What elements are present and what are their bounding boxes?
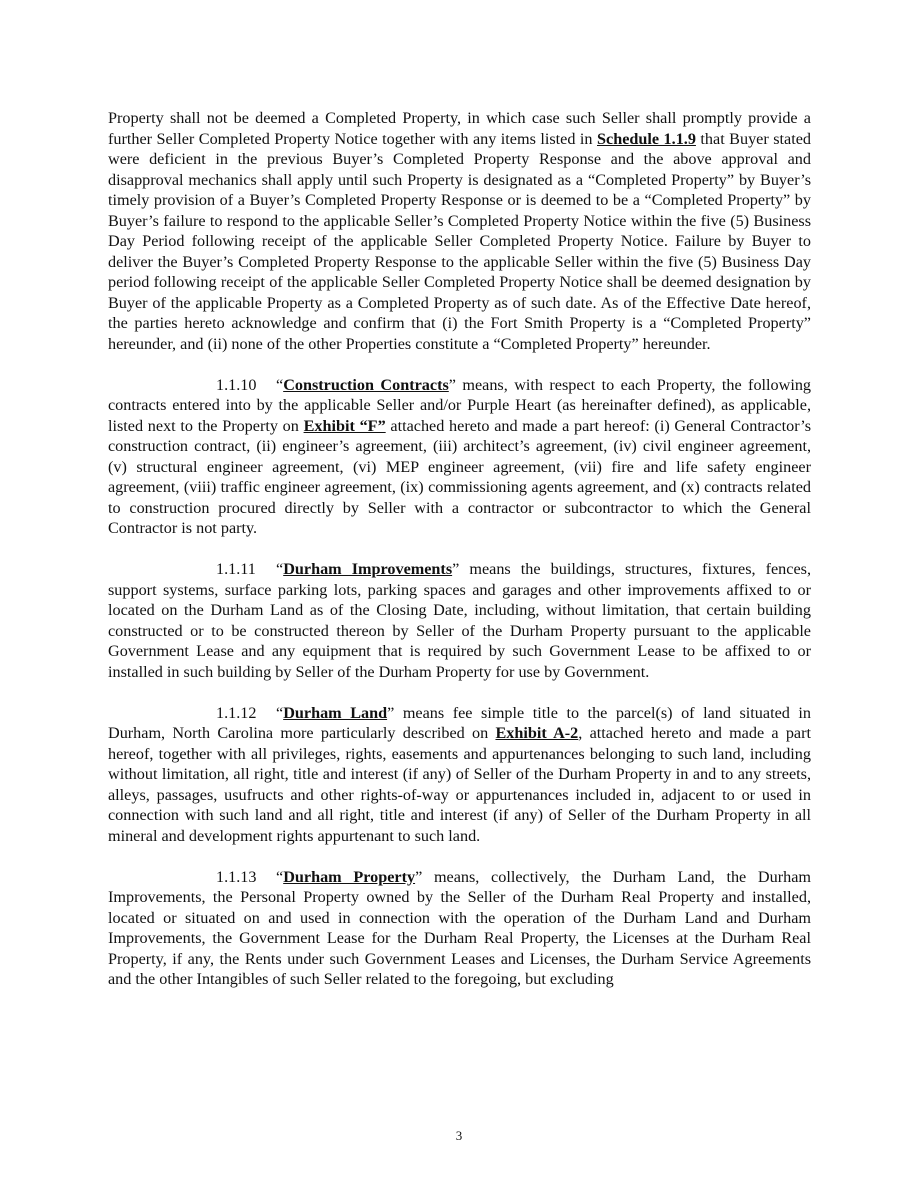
defined-term: Durham Improvements: [283, 560, 453, 578]
section-1-1-12: [108, 703, 811, 847]
definition-text: ” means the buildings, structures, fixtures, fences, support systems, surface parking lots, parking spaces and garages and other improvements affixed to or located on the Durham Land as of the Closing Date, including, without limitation, that certain building constructed or to be constructed thereon by Seller of the Durham Property pursuant to the applicable Government Lease and any equipment that is required by such Government Lease to be affixed to or installed in such building by Seller of the Durham Property for use by Government.: [108, 560, 811, 681]
schedule-reference: Schedule 1.1.9: [597, 129, 696, 148]
section-number: 1.1.10: [216, 375, 257, 394]
document-page: [108, 108, 811, 1010]
section-1-1-13: [108, 867, 811, 990]
exhibit-reference: Exhibit “F”: [303, 416, 386, 435]
paragraph-text: that Buyer stated were deficient in the previous Buyer’s Completed Property Response and the above approval and disapproval mechanics shall apply until such Property is designated as a “Completed Property” by Buyer’s timely provision of a Buyer’s Completed Property Response or is deemed to be a “Completed Property” by Buyer’s failure to respond to the applicable Seller’s Completed Property Notice within the five (5) Business Day Period following receipt of the applicable Seller Completed Property Notice. Failure by Buyer to deliver the Buyer’s Completed Property Response to the applicable Seller within the five (5) Business Day period following receipt of the applicable Seller Completed Property Notice shall be deemed designation by Buyer of the applicable Property as a Completed Property as of such date. As of the Effective Date hereof, the parties hereto acknowledge and confirm that (i) the Fort Smith Property is a “Completed Property” hereunder, and (ii) none of the other Properties constitute a “Completed Property” hereunder.: [108, 129, 811, 353]
defined-term: Durham Land: [283, 703, 388, 722]
section-1-1-11: [108, 559, 811, 682]
open-quote: “: [276, 375, 284, 394]
section-number: 1.1.11: [216, 560, 256, 578]
open-quote: “: [276, 703, 284, 722]
definition-text: , attached hereto and made a part hereof, together with all privileges, rights, easements and appurtenances belonging to such land, including without limitation, all right, title and interest (if any) of Seller of the Durham Property in and to any streets, alleys, passages, usufructs and other rights-of-way or appurtenances included in, adjacent to or used in connection with such land and all right, title and interest (if any) of Seller of the Durham Property in all mineral and development rights appurtenant to such land.: [108, 724, 811, 845]
page-number: 3: [455, 1128, 463, 1143]
section-number: 1.1.12: [216, 703, 257, 722]
definition-text: ” means fee simple title to the parcel(s) of land situated in Durham, North Carolina more particularly described on: [108, 703, 811, 742]
open-quote: “: [276, 867, 284, 886]
paragraph-completed-property-continuation: [108, 108, 811, 354]
defined-term: Construction Contracts: [283, 375, 449, 394]
definition-text: ” means, collectively, the Durham Land, the Durham Improvements, the Personal Property owned by the Seller of the Durham Real Property and installed, located or situated on and used in connection with the operation of the Durham Land and Durham Improvements, the Government Lease for the Durham Real Property, the Licenses at the Durham Real Property, if any, the Rents under such Government Leases and Licenses, the Durham Service Agreements and the other Intangibles of such Seller related to the foregoing, but excluding: [108, 867, 811, 988]
paragraph-text: Property shall not be deemed a Completed Property, in which case such Seller shall promptly provide a further Seller Completed Property Notice together with any items listed in: [108, 109, 811, 148]
section-1-1-10: [108, 375, 811, 539]
open-quote: “: [276, 560, 284, 578]
definition-text: attached hereto and made a part hereof: (i) General Contractor’s construction contract, (ii) engineer’s agreement, (iii) architect’s agreement, (iv) civil engineer agreement, (v) structural engineer agreement, (vi) MEP engineer agreement, (vii) fire and life safety engineer agreement, (viii) traffic engineer agreement, (ix) commissioning agents agreement, and (x) contracts related to construction procured directly by Seller with a contractor or subcontractor to which the General Contractor is not party.: [108, 416, 812, 537]
exhibit-reference: Exhibit A-2: [495, 724, 579, 742]
defined-term: Durham Property: [283, 867, 416, 886]
definition-text: ” means, with respect to each Property, the following contracts entered into by the applicable Seller and/or Purple Heart (as hereinafter defined), as applicable, listed next to the Property on: [108, 375, 812, 435]
section-number: 1.1.13: [216, 867, 257, 886]
